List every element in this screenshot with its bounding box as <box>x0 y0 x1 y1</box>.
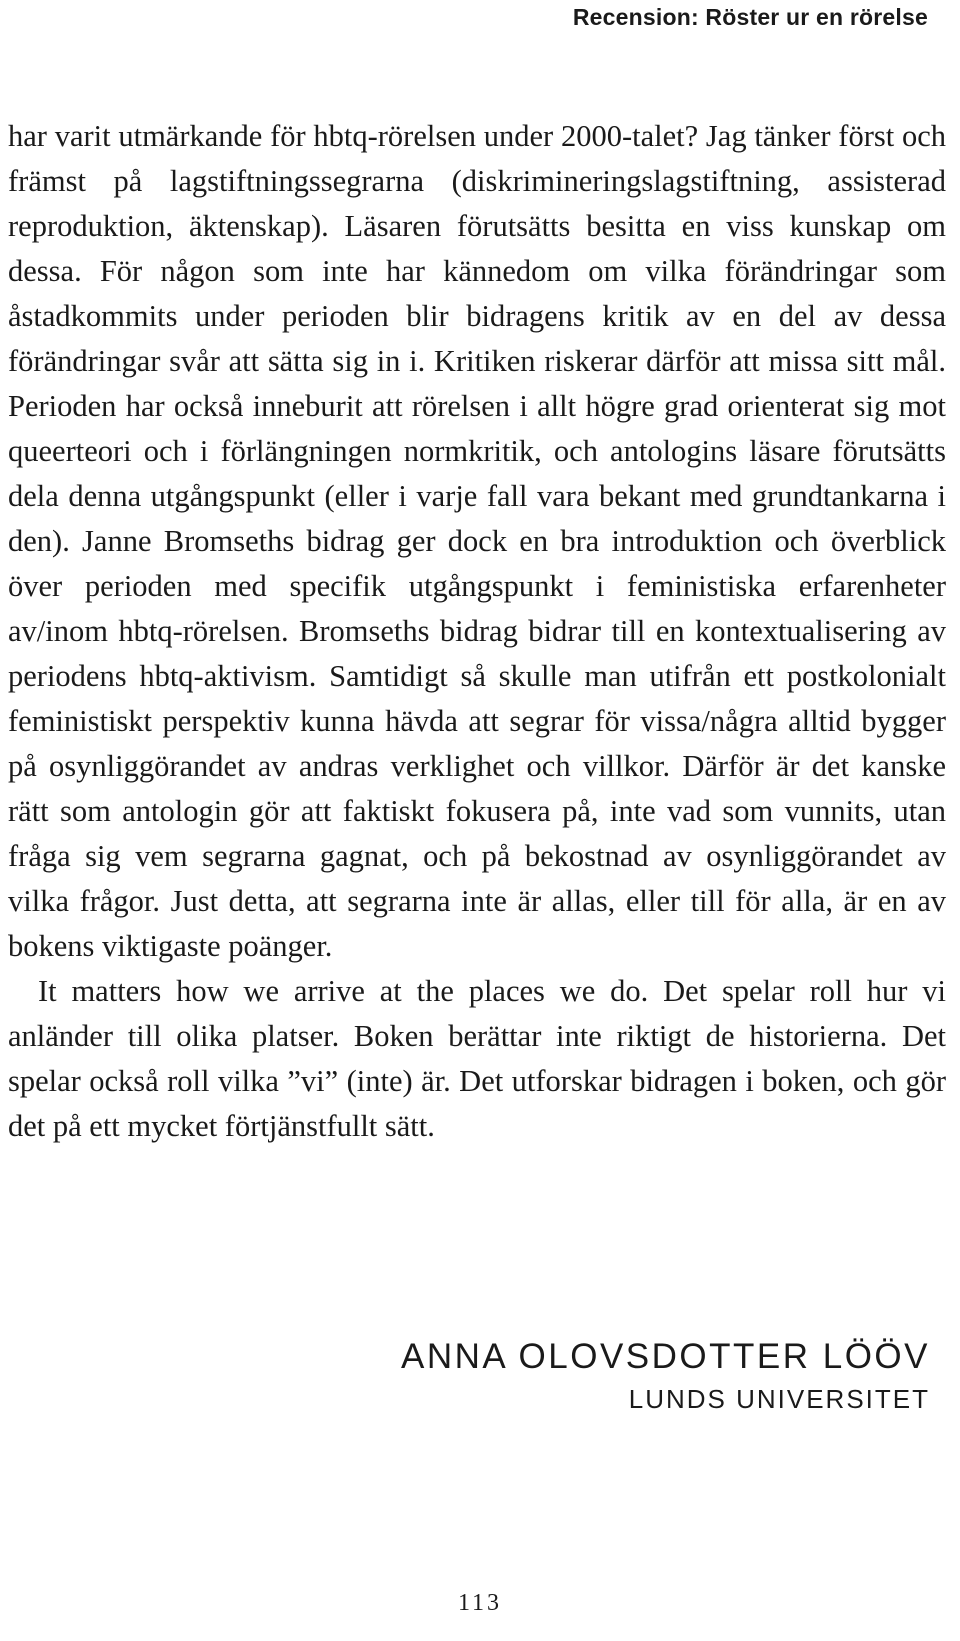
paragraph: har varit utmärkande för hbtq-rörelsen under 2000-talet? Jag tänker först och främst på lagstiftningssegrarna (diskrimineringslagstiftning, assisterad reproduktion, äktenskap). Läsaren förutsätts besitta en viss kunskap om dessa. För någon som inte har kännedom om vilka förändringar som åstadkommits under perioden blir bidragens kritik av en del av dessa förändringar svår att sätta sig in i. Kritiken riskerar därför att missa sitt mål. Perioden har också inneburit att rörelsen i allt högre grad orienterat sig mot queerteori och i förlängningen normkritik, och antologins läsare förutsätts dela denna utgångspunkt (eller i varje fall vara bekant med grundtankarna i den). Janne Bromseths bidrag ger dock en bra introduktion och överblick över perioden med specifik utgångspunkt i feministiska erfarenheter av/inom hbtq-rörelsen. Bromseths bidrag bidrar till en kontextualisering av periodens hbtq-aktivism. Samtidigt så skulle man utifrån ett postkolonialt feministiskt perspektiv kunna hävda att segrar för vissa/några alltid bygger på osynliggörandet av andras verklighet och villkor. Därför är det kanske rätt som antologin gör att faktiskt fokusera på, inte vad som vunnits, utan fråga sig vem segrarna gagnat, och på bekostnad av osynliggörandet av vilka frågor. Just detta, att segrarna inte är allas, eller till för alla, är en av bokens viktigaste poänger. <box>8 119 946 963</box>
running-header: Recension: Röster ur en rörelse <box>572 4 928 30</box>
signature-block <box>401 1335 930 1419</box>
review-body <box>8 114 946 1149</box>
page-number: 113 <box>457 1590 503 1616</box>
paragraph: It matters how we arrive at the places we do. Det spelar roll hur vi anländer till olika platser. Boken berättar inte riktigt de historierna. Det spelar också roll vilka ”vi” (inte) är. Det utforskar bidragen i boken, och gör det på ett mycket förtjänstfullt sätt. <box>8 974 946 1143</box>
author-affiliation: LUNDS UNIVERSITET <box>628 1384 930 1414</box>
author-name: ANNA OLOVSDOTTER LÖÖV <box>401 1337 930 1376</box>
